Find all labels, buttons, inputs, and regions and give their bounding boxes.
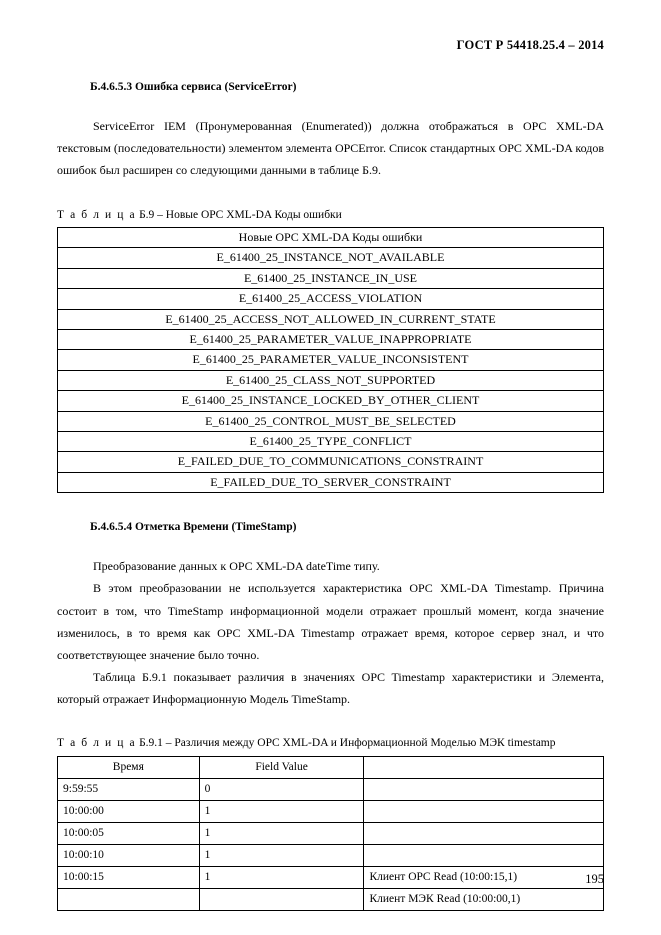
table-header-cell-time: Время (58, 756, 200, 778)
table-caption-prefix: Т а б л и ц а (57, 208, 137, 221)
table-header-cell: Новые OPC XML-DA Коды ошибки (58, 228, 604, 248)
table-cell-time (58, 888, 200, 910)
table-row (58, 248, 604, 268)
table-row (58, 472, 604, 492)
table-row (58, 822, 604, 844)
table-cell-code: E_61400_25_CONTROL_MUST_BE_SELECTED (58, 411, 604, 431)
section-heading-service-error: Б.4.6.5.3 Ошибка сервиса (ServiceError) (90, 81, 297, 93)
table-cell-note (364, 822, 604, 844)
table-row (58, 391, 604, 411)
table-row (58, 350, 604, 370)
table-header-cell-notes (364, 756, 604, 778)
page-header: ГОСТ Р 54418.25.4 – 2014 (456, 38, 604, 52)
table-cell-code: E_FAILED_DUE_TO_SERVER_CONSTRAINT (58, 472, 604, 492)
table-cell-note: Клиент МЭК Read (10:00:00,1) (364, 888, 604, 910)
table-row (58, 268, 604, 288)
table-header-row (58, 228, 604, 248)
table-cell-value: 1 (199, 822, 364, 844)
table-row (58, 370, 604, 390)
section-heading-timestamp: Б.4.6.5.4 Отметка Времени (TimeStamp) (90, 521, 297, 534)
table-cell-value: 1 (199, 844, 364, 866)
table-header-row (58, 756, 604, 778)
table-cell-code: E_61400_25_PARAMETER_VALUE_INCONSISTENT (58, 350, 604, 370)
table-cell-time: 10:00:05 (58, 822, 200, 844)
table-cell-value: 0 (199, 778, 364, 800)
table-caption-text: Б.9 – Новые OPC XML-DA Коды ошибки (139, 208, 342, 221)
table-row (58, 431, 604, 451)
table-cell-note (364, 800, 604, 822)
table-cell-code: E_61400_25_INSTANCE_LOCKED_BY_OTHER_CLIENT (58, 391, 604, 411)
section-body-service-error (57, 115, 604, 182)
page-number: 195 (585, 872, 604, 886)
table-header-cell-field-value: Field Value (199, 756, 364, 778)
table-cell-time: 9:59:55 (58, 778, 200, 800)
paragraph: Таблица Б.9.1 показывает различия в значениях OPC Timestamp характеристики и Элемента, который отражает Информационную Модель TimeStamp. (57, 670, 604, 707)
table-cell-note (364, 778, 604, 800)
table-cell-note: Клиент OPC Read (10:00:15,1) (364, 866, 604, 888)
table-row (58, 866, 604, 888)
table-cell-code: E_61400_25_TYPE_CONFLICT (58, 431, 604, 451)
paragraph: В этом преобразовании не используется характеристика OPC XML-DA Timestamp. Причина состоит в том, что TimeStamp информационной модели отражает прошлый момент, когда значение изменилось, в то время как OPC XML-DA Timestamp отражает время, которое сервер знал, и что соответствующее значение было точно. (57, 581, 604, 662)
table-row (58, 289, 604, 309)
table-row (58, 844, 604, 866)
paragraph: ServiceError IEM (Пронумерованная (Enumerated)) должна отображаться в OPC XML-DA текстовым (последовательности) элементом элемента OPCError. Список стандартных OPC XML-DA кодов ошибок был расширен со следующими данными в таблице Б.9. (57, 119, 604, 178)
section-body-timestamp (57, 555, 604, 710)
table-cell-code: E_61400_25_ACCESS_VIOLATION (58, 289, 604, 309)
table-cell-code: E_61400_25_PARAMETER_VALUE_INAPPROPRIATE (58, 330, 604, 350)
table-row (58, 330, 604, 350)
table-cell-time: 10:00:15 (58, 866, 200, 888)
paragraph: Преобразование данных к OPC XML-DA dateTime типу. (93, 559, 380, 574)
table-row (58, 411, 604, 431)
table-cell-code: E_61400_25_INSTANCE_IN_USE (58, 268, 604, 288)
table-caption-text: Б.9.1 – Различия между OPC XML-DA и Информационной Моделью МЭК timestamp (139, 737, 556, 750)
table-cell-code: E_FAILED_DUE_TO_COMMUNICATIONS_CONSTRAINT (58, 452, 604, 472)
table-caption-prefix: Т а б л и ц а (57, 737, 137, 750)
table-row (58, 778, 604, 800)
table-row (58, 888, 604, 910)
table-row (58, 309, 604, 329)
table-cell-code: E_61400_25_INSTANCE_NOT_AVAILABLE (58, 248, 604, 268)
table-error-codes (57, 227, 604, 493)
table-caption-diff (57, 736, 604, 752)
table-row (58, 800, 604, 822)
table-cell-code: E_61400_25_ACCESS_NOT_ALLOWED_IN_CURRENT_STATE (58, 309, 604, 329)
table-caption-codes (57, 208, 604, 224)
table-cell-time: 10:00:00 (58, 800, 200, 822)
table-row (58, 452, 604, 472)
table-cell-value: 1 (199, 866, 364, 888)
table-cell-note (364, 844, 604, 866)
table-timestamp-differences (57, 756, 604, 911)
table-cell-time: 10:00:10 (58, 844, 200, 866)
table-cell-code: E_61400_25_CLASS_NOT_SUPPORTED (58, 370, 604, 390)
table-cell-value (199, 888, 364, 910)
table-cell-value: 1 (199, 800, 364, 822)
